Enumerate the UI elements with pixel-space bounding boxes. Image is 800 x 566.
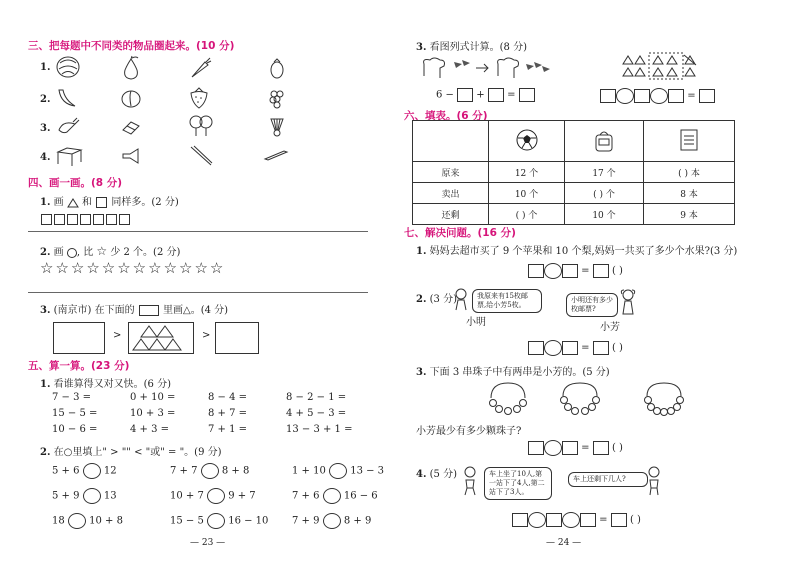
section-4-title: 四、画一画。(8 分) <box>28 177 123 189</box>
answer-row-1: = ( ) <box>528 263 623 279</box>
calc-item: 8 + 7 = <box>208 408 248 419</box>
table-cell: 8 本 <box>644 183 735 204</box>
answer-box[interactable] <box>634 89 650 103</box>
speech-bubble-xiaofang: 小明还有多少枚邮票? <box>566 293 618 317</box>
q3-question: 小芳最少有多少颗珠子? <box>416 426 522 437</box>
answer-box[interactable] <box>512 513 528 527</box>
draw-q3 <box>40 301 228 316</box>
answer-row-4: = ( ) <box>512 512 641 528</box>
compare-item: 5 + 9 13 <box>52 488 117 504</box>
answer-box[interactable] <box>457 88 473 102</box>
compare-item: 15 − 5 16 − 10 <box>170 513 268 529</box>
desk-icon <box>55 144 83 168</box>
girl-icon <box>618 288 638 316</box>
problem-4 <box>416 465 457 480</box>
answer-box-right[interactable] <box>215 322 259 354</box>
q-number: 3. <box>416 42 427 53</box>
strawberry-icon <box>188 86 210 110</box>
q-number: 1. <box>40 62 51 73</box>
stars-row: ☆☆☆☆☆☆☆☆☆☆☆☆ <box>40 259 226 277</box>
section-3-title: 三、把每题中不同类的物品圈起来。(10 分) <box>28 40 235 52</box>
answer-box[interactable] <box>593 264 609 278</box>
compare-item: 10 + 7 9 + 7 <box>170 488 256 504</box>
eraser-icon <box>120 118 142 136</box>
answer-box[interactable] <box>488 88 504 102</box>
answer-box[interactable] <box>611 513 627 527</box>
answer-box[interactable] <box>580 513 596 527</box>
bead-string-2 <box>560 380 600 416</box>
compare-circle[interactable] <box>207 513 225 529</box>
answer-box[interactable] <box>562 441 578 455</box>
speech-bubble-bus: 车上坐了10人,第一站下了4人,第二站下了3人。 <box>484 467 552 500</box>
q-number: 2. <box>40 94 51 105</box>
schoolbag-cell <box>565 121 644 162</box>
boy-icon <box>452 288 470 312</box>
calc-item: 10 − 6 = <box>52 424 98 435</box>
q-text: 比 <box>83 247 94 258</box>
table-cell: 10 个 <box>565 204 644 225</box>
answer-circle[interactable] <box>562 512 580 528</box>
calc-item: 0 + 10 = <box>130 392 176 403</box>
compare-circle[interactable] <box>83 488 101 504</box>
answer-circle[interactable] <box>650 88 668 104</box>
triangle-icon <box>67 198 79 208</box>
answer-box[interactable] <box>546 513 562 527</box>
bead-string-1 <box>488 380 528 416</box>
ping-pong-paddles-icon <box>188 114 214 138</box>
answer-box[interactable] <box>562 264 578 278</box>
answer-box-left[interactable] <box>53 322 105 354</box>
answer-box[interactable] <box>600 89 616 103</box>
compare-circle[interactable] <box>83 463 101 479</box>
grapes-icon <box>266 86 288 110</box>
triangles-figure <box>618 52 698 80</box>
row-label: 原来 <box>413 162 489 183</box>
eggplant-icon <box>268 57 286 79</box>
section-7-title: 七、解决问题。(16 分) <box>404 227 516 239</box>
q-number: 1. <box>40 379 51 390</box>
football-cell <box>489 121 565 162</box>
pear-icon <box>120 55 142 81</box>
table-cell[interactable]: ( ) 本 <box>644 162 735 183</box>
calc-q1 <box>40 375 171 390</box>
table-cell: 10 个 <box>489 183 565 204</box>
q-number: 2. <box>40 247 51 258</box>
q-text: (3 分) <box>429 294 457 305</box>
square-icon <box>96 197 107 208</box>
table-cell: 12 个 <box>489 162 565 183</box>
triangles-box <box>128 322 194 354</box>
q-text: 看图列式计算。(8 分) <box>429 42 527 53</box>
tree-with-birds-icon <box>418 54 558 82</box>
calc-item: 8 − 2 − 1 = <box>286 392 347 403</box>
peach-icon <box>120 88 142 108</box>
calc-item: 10 + 3 = <box>130 408 176 419</box>
answer-box[interactable] <box>519 88 535 102</box>
calc-item: 8 − 4 = <box>208 392 248 403</box>
answer-box[interactable] <box>528 264 544 278</box>
q-text: 画 <box>53 247 64 258</box>
q-text: 同样多。(2 分) <box>111 197 179 208</box>
rectangle-icon <box>139 305 159 316</box>
answer-circle[interactable] <box>544 263 562 279</box>
carrot-icon <box>188 56 212 80</box>
q-text: 下面 3 串珠子中有两串是小芳的。(5 分) <box>429 367 610 378</box>
answer-circle[interactable] <box>544 340 562 356</box>
q3-title <box>416 38 527 53</box>
q-number: 3. <box>40 123 51 134</box>
q-text: 少 2 个。(2 分) <box>110 247 181 258</box>
name-xiaofang: 小芳 <box>600 322 620 333</box>
calc-item: 7 − 3 = <box>52 392 92 403</box>
compare-circle[interactable] <box>329 463 347 479</box>
boy2-icon <box>644 466 664 496</box>
q-number: 3. <box>40 305 51 316</box>
megaphone-icon <box>120 146 142 166</box>
kid-icon <box>460 466 480 496</box>
row-label: 还剩 <box>413 204 489 225</box>
notebook-cell <box>644 121 735 162</box>
q-text: 和 <box>82 197 93 208</box>
compare-item: 1 + 10 13 − 3 <box>292 463 384 479</box>
calc-item: 4 + 5 − 3 = <box>286 408 347 419</box>
q-number: 4. <box>416 469 427 480</box>
answer-box[interactable] <box>528 341 544 355</box>
q-number: 1. <box>40 197 51 208</box>
compare-item: 7 + 6 16 − 6 <box>292 488 378 504</box>
star-icon: ☆ <box>96 244 108 258</box>
name-xiaoming: 小明 <box>466 317 486 328</box>
chopsticks-icon <box>188 144 214 168</box>
page-number: — 23 — <box>190 538 226 548</box>
pen-icon <box>262 148 290 162</box>
table-cell: 17 个 <box>565 162 644 183</box>
answer-box[interactable] <box>593 341 609 355</box>
compare-item: 7 + 7 8 + 8 <box>170 463 249 479</box>
problem-2 <box>416 290 457 305</box>
answer-box[interactable] <box>562 341 578 355</box>
q-number: 2. <box>40 447 51 458</box>
q-number: 3. <box>416 367 427 378</box>
q3-equation-right: = <box>600 88 715 104</box>
problem-1 <box>416 242 737 257</box>
compare-circle[interactable] <box>201 463 219 479</box>
football-icon <box>515 128 539 152</box>
answer-row-2: = ( ) <box>528 340 623 356</box>
speech-bubble-question: 车上还剩下几人? <box>568 472 648 487</box>
right-page <box>400 0 800 566</box>
speech-bubble-xiaoming: 我原来有15枚邮票,给小芳5枚。 <box>472 289 542 313</box>
section-5-title: 五、算一算。(23 分) <box>28 360 130 372</box>
circle-icon <box>67 248 77 258</box>
shuttlecock-icon <box>268 116 286 138</box>
compare-item: 18 10 + 8 <box>52 513 123 529</box>
banana-icon <box>55 86 79 110</box>
q3-equation-left: 6 − + = <box>436 88 535 102</box>
compare-circle[interactable] <box>68 513 86 529</box>
bead-string-3 <box>644 380 684 416</box>
compare-circle[interactable] <box>323 488 341 504</box>
calc-item: 4 + 3 = <box>130 424 170 435</box>
q-number: 2. <box>416 294 427 305</box>
q-text: 在○里填上" > "" < "或" = "。(9 分) <box>53 447 222 458</box>
q-text: (5 分) <box>429 469 457 480</box>
section-6-title: 六、填表。(6 分) <box>404 110 488 122</box>
q-text: 里画△。(4 分) <box>163 305 229 316</box>
fill-table <box>412 120 735 225</box>
draw-q1 <box>40 193 179 208</box>
q-text: (南京市) 在下面的 <box>53 305 135 316</box>
answer-box[interactable] <box>528 441 544 455</box>
q-number: 1. <box>416 246 427 257</box>
squares-row <box>40 209 131 228</box>
table-cell: 9 本 <box>644 204 735 225</box>
draw-q2: 2. 画 , 比 ☆ 少 2 个。(2 分) <box>40 244 181 258</box>
compare-item: 7 + 9 8 + 9 <box>292 513 371 529</box>
problem-3 <box>416 363 610 378</box>
greater-than-sign: > <box>113 330 122 341</box>
q-text: 画 <box>53 197 64 208</box>
compare-item: 5 + 6 12 <box>52 463 117 479</box>
answer-box[interactable] <box>699 89 715 103</box>
table-cell[interactable]: ( ) 个 <box>565 183 644 204</box>
schoolbag-icon <box>592 127 616 153</box>
compare-circle[interactable] <box>323 513 341 529</box>
answer-box[interactable] <box>593 441 609 455</box>
q-text: 看谁算得又对又快。(6 分) <box>53 379 171 390</box>
answer-circle[interactable] <box>616 88 634 104</box>
notebook-icon <box>678 127 700 153</box>
table-cell[interactable]: ( ) 个 <box>489 204 565 225</box>
answer-circle[interactable] <box>544 440 562 456</box>
answer-box[interactable] <box>668 89 684 103</box>
shrimp-icon <box>55 116 81 138</box>
cabbage-icon <box>55 55 81 79</box>
calc-item: 15 − 5 = <box>52 408 98 419</box>
answer-circle[interactable] <box>528 512 546 528</box>
calc-item: 13 − 3 + 1 = <box>286 424 353 435</box>
row-label: 卖出 <box>413 183 489 204</box>
q-number: 4. <box>40 152 51 163</box>
calc-q2 <box>40 443 222 458</box>
calc-item: 7 + 1 = <box>208 424 248 435</box>
compare-circle[interactable] <box>207 488 225 504</box>
greater-than-sign: > <box>202 330 211 341</box>
answer-row-3: = ( ) <box>528 440 623 456</box>
page-number: — 24 — <box>546 538 582 548</box>
q-text: 妈妈去超市买了 9 个苹果和 10 个梨,妈妈一共买了多少个水果?(3 分) <box>429 246 738 257</box>
